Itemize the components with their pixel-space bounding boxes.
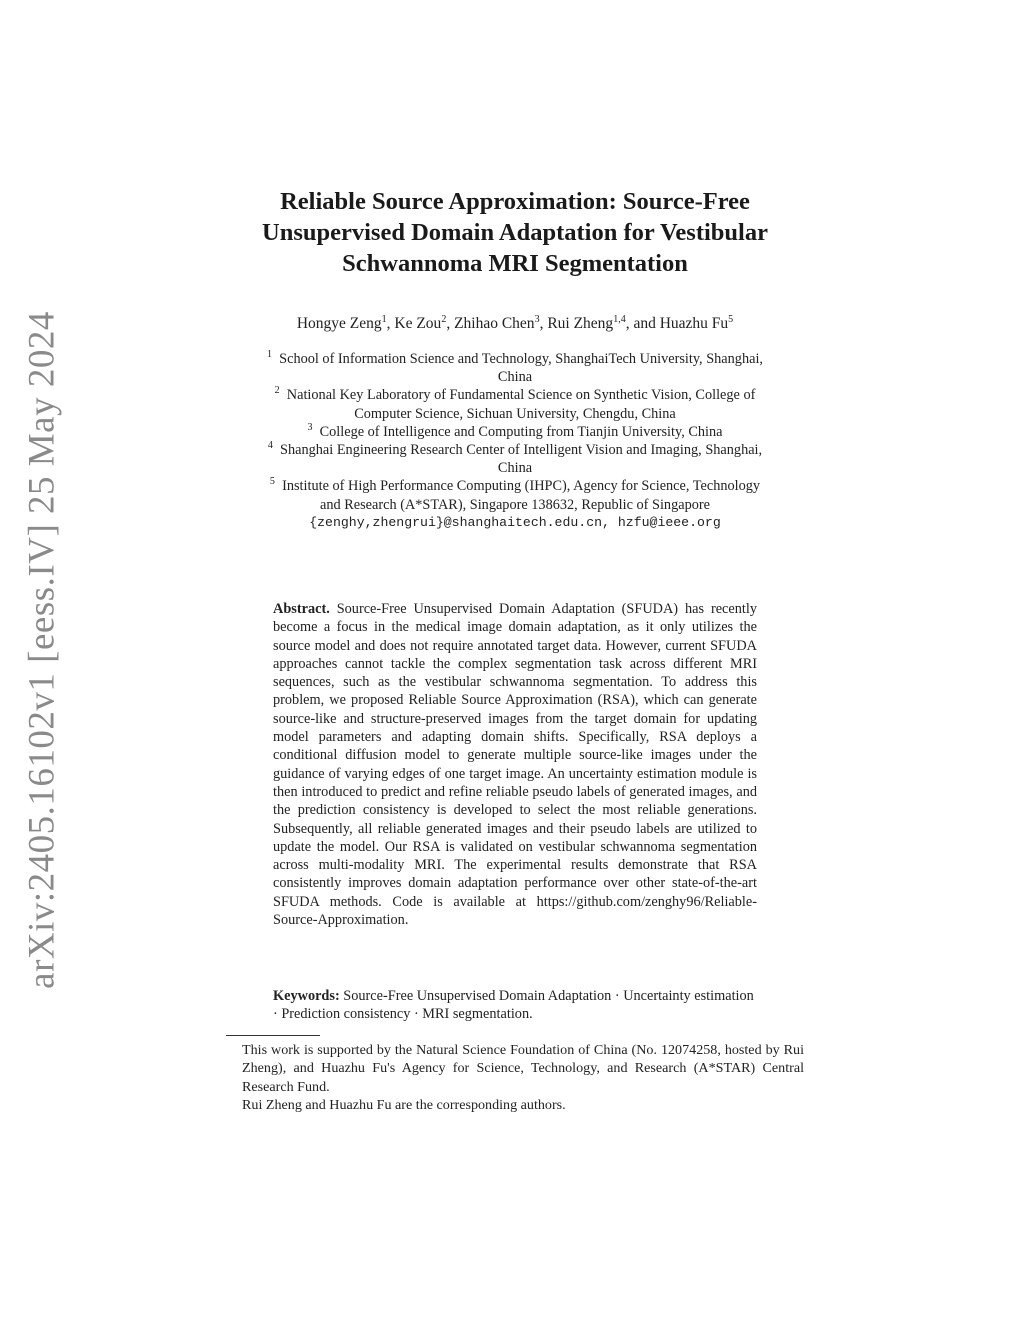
footnote: This work is supported by the Natural Science Foundation of China (No. 12074258, hosted by Rui Zheng), and Huazhu Fu's Agency for Science, Technology, and Research (A*STAR) Central Research Fund.: [242, 1042, 804, 1095]
author-affiliation-mark: 5: [728, 313, 734, 325]
affiliation-text: Institute of High Performance Computing (IHPC), Agency for Science, Technology: [282, 478, 761, 495]
footnote-divider: [226, 1035, 320, 1036]
author-affiliation-mark: 2: [441, 313, 447, 325]
abstract-label: Abstract.: [273, 601, 330, 617]
paper-title: [200, 186, 830, 279]
affiliation-text: National Key Laboratory of Fundamental Science on Synthetic Vision, College of: [286, 387, 756, 404]
author-name: Rui Zheng: [547, 315, 614, 332]
keywords-text: Source-Free Unsupervised Domain Adaptation · Uncertainty estimation · Prediction consistency · MRI segmentation.: [273, 988, 754, 1023]
author-name: Ke Zou: [394, 315, 442, 332]
title-line: Schwannoma MRI Segmentation: [342, 250, 688, 277]
affiliation: [210, 477, 820, 513]
keywords: [273, 987, 757, 1024]
author-emails: {zenghy,zhengrui}@shanghaitech.edu.cn, hzfu@ieee.org: [309, 514, 721, 530]
author-list: [200, 314, 830, 334]
author-separator: ,: [386, 315, 395, 332]
author-affiliation-mark: 3: [534, 313, 540, 325]
title-line: Reliable Source Approximation: Source-Free: [280, 188, 750, 215]
affiliation-number: 3: [307, 422, 313, 434]
footnotes: [242, 1041, 804, 1114]
title-line: Unsupervised Domain Adaptation for Vestibular: [262, 219, 768, 246]
author-separator: ,: [446, 315, 455, 332]
author-separator: ,: [539, 315, 548, 332]
affiliation-text: Computer Science, Sichuan University, Chengdu, China: [354, 405, 676, 422]
affiliation-text: College of Intelligence and Computing from Tianjin University, China: [319, 423, 723, 440]
affiliation-text: China: [497, 369, 533, 386]
affiliation: [210, 423, 820, 441]
author-name: Hongye Zeng: [296, 315, 382, 332]
keywords-label: Keywords:: [273, 988, 340, 1004]
affiliation-text: School of Information Science and Technology, ShanghaiTech University, Shanghai,: [279, 351, 763, 367]
affiliation-list: [210, 350, 820, 532]
affiliation-text: Shanghai Engineering Research Center of Intelligent Vision and Imaging, Shanghai,: [280, 442, 763, 459]
author-affiliation-mark: 1,4: [613, 313, 626, 325]
affiliation-text: China: [497, 460, 533, 477]
affiliation: [210, 350, 820, 386]
affiliation-number: 5: [269, 476, 275, 488]
abstract-text: Source-Free Unsupervised Domain Adaptation (SFUDA) has recently become a focus in the medical image domain adaptation, as it only utilizes the source model and does not require annotated target data. However, current SFUDA approaches cannot tackle the complex segmentation task across different MRI sequences, such as the vestibular schwannoma segmentation. To address this problem, we proposed Reliable Source Approximation (RSA), which can generate source-like and structure-preserved images from the target domain for updating model parameters and adapting domain shifts. Specifically, RSA deploys a conditional diffusion model to generate multiple source-like images under the guidance of varying edges of one target image. An uncertainty estimation module is then introduced to predict and refine reliable pseudo labels of generated images, and the prediction consistency is developed to select the most reliable generations. Subsequently, all reliable generated images and their pseudo labels are utilized to update the model. Our RSA is validated on vestibular schwannoma segmentation across multi-modality MRI. The experimental results demonstrate that RSA consistently improves domain adaptation performance over other state-of-the-art SFUDA methods. Code is available at https://github.com/zenghy96/Reliable-Source-Approximation.: [273, 601, 757, 929]
affiliation-number: 4: [267, 440, 273, 452]
author-affiliation-mark: 1: [381, 313, 387, 325]
affiliation-text: and Research (A*STAR), Singapore 138632, Republic of Singapore: [320, 496, 710, 513]
author-name: Zhihao Chen: [454, 315, 535, 332]
footnote: Rui Zheng and Huazhu Fu are the corresponding authors.: [242, 1096, 566, 1113]
author-name: Huazhu Fu: [659, 315, 729, 332]
affiliation-number: 1: [266, 349, 272, 361]
arxiv-identifier-stamp: arXiv:2405.16102v1 [eess.IV] 25 May 2024: [21, 311, 63, 989]
affiliation: [210, 441, 820, 477]
affiliation: [210, 386, 820, 422]
affiliation-number: 2: [274, 385, 280, 397]
author-separator: , and: [625, 315, 660, 332]
abstract: [273, 600, 757, 929]
